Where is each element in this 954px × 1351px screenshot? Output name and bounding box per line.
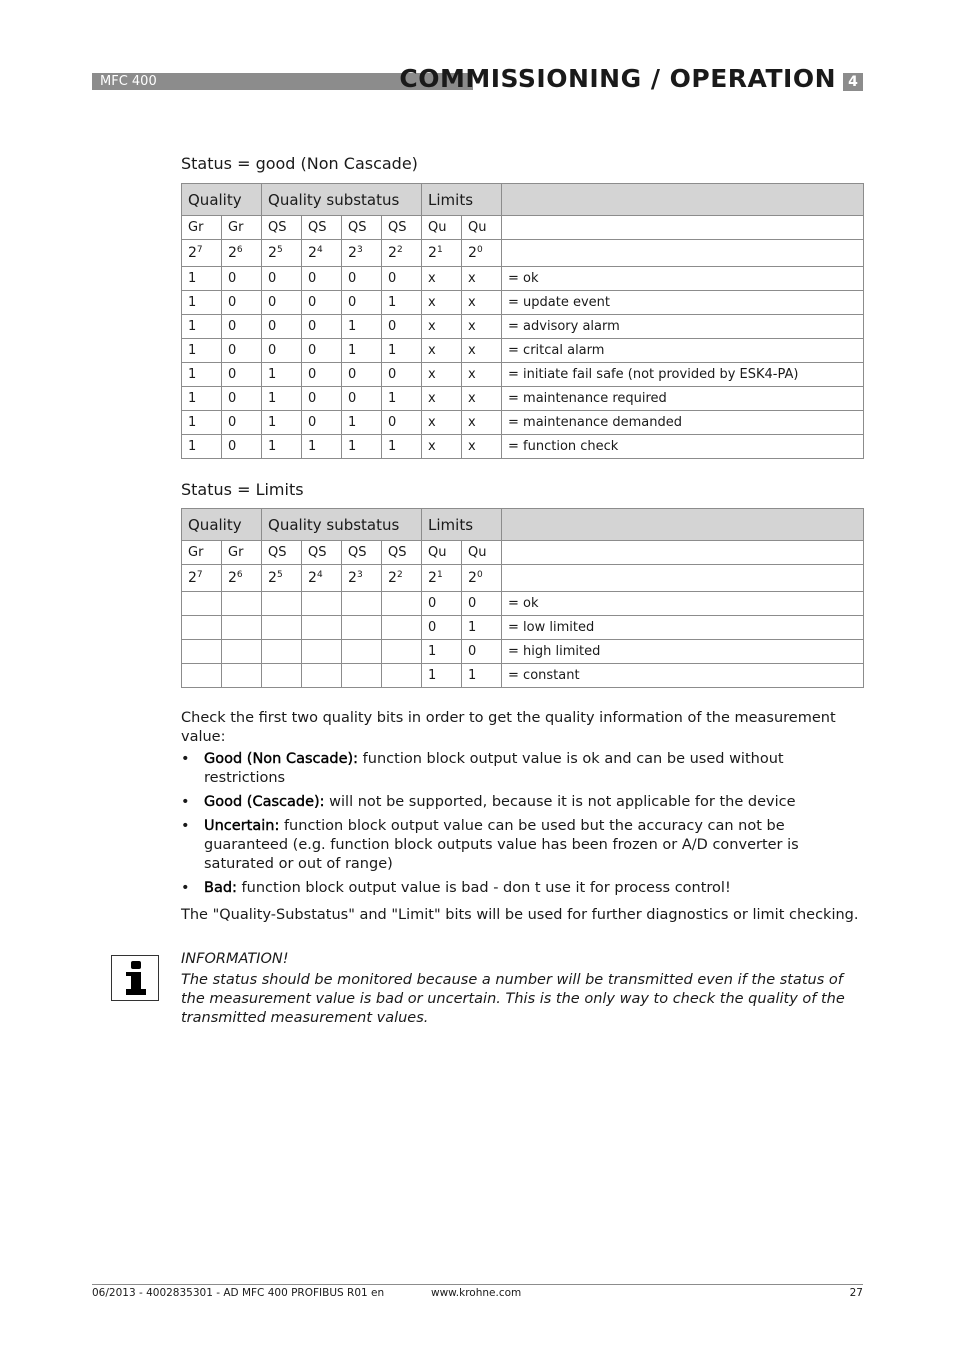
intro-paragraph: Check the first two quality bits in order to get the quality information of the measurement value: [181,710,836,745]
status-limits-table [181,508,864,688]
bit-value-cell: 0 [462,592,502,616]
bit-weight-cell [262,565,302,592]
bit-value-cell: 1 [262,411,302,435]
bit-value-cell: 0 [302,291,342,315]
bit-value-cell: 0 [222,291,262,315]
table-row [182,435,864,459]
bit-value-cell [302,640,342,664]
bit-name-cell: Qu [462,541,502,565]
status-meaning-cell: = advisory alarm [502,315,864,339]
table-row [182,315,864,339]
bit-weight-exponent: 6 [236,570,243,580]
bit-weight-cell [462,565,502,592]
bit-weight-exponent: 7 [196,570,203,580]
bit-value-cell: 1 [262,387,302,411]
bit-value-cell: 1 [182,435,222,459]
bit-weight-cell [422,565,462,592]
bit-value-cell [222,616,262,640]
bullet-dot: • [181,751,190,767]
info-title: INFORMATION! [181,951,289,967]
bit-value-cell [342,592,382,616]
bit-value-cell [302,664,342,688]
bit-weight-base: 2 [388,570,397,586]
table2-heading: Status = Limits [181,480,304,499]
bit-weight-empty [502,565,864,592]
bit-name-cell: QS [342,541,382,565]
bit-weight-cell [182,565,222,592]
bit-weight-exponent: 5 [276,245,283,255]
list-item [181,793,861,812]
bit-weight-base: 2 [308,245,317,261]
bit-value-cell: 1 [182,267,222,291]
bullet-text: function block output value is bad - don t use it for process control! [236,880,731,896]
bit-value-cell: x [422,411,462,435]
bit-weight-row [182,565,864,592]
page-number: 27 [849,1287,863,1299]
quality-bullet-list [181,750,861,903]
bit-value-cell [262,664,302,688]
bit-value-cell [182,616,222,640]
bit-value-cell: 0 [262,339,302,363]
bit-value-cell: 1 [382,291,422,315]
bit-value-cell: 0 [382,267,422,291]
table-group-header [182,509,864,541]
bit-weight-row [182,240,864,267]
bit-value-cell: 1 [182,339,222,363]
bit-weight-empty [502,240,864,267]
bit-weight-exponent: 6 [236,245,243,255]
bit-value-cell: 1 [182,315,222,339]
status-meaning-cell: = initiate fail safe (not provided by ESK4-PA) [502,363,864,387]
group-header-cell [502,509,864,541]
bullet-term: Bad: [204,880,237,896]
bit-weight-cell [182,240,222,267]
bit-name-cell: Gr [182,541,222,565]
bit-weight-base: 2 [308,570,317,586]
bit-value-cell: 0 [222,267,262,291]
bit-value-cell [342,640,382,664]
footer-rule [92,1284,863,1285]
bit-value-cell [302,592,342,616]
status-meaning-cell: = function check [502,435,864,459]
bit-value-cell: 0 [302,387,342,411]
bit-value-cell: 1 [262,435,302,459]
bit-weight-cell [302,565,342,592]
bit-value-cell: 0 [422,592,462,616]
bit-value-cell: 1 [342,435,382,459]
status-meaning-cell: = low limited [502,616,864,640]
status-meaning-cell: = maintenance demanded [502,411,864,435]
bit-value-cell: x [422,339,462,363]
status-meaning-cell: = maintenance required [502,387,864,411]
group-header-cell: Quality [182,509,262,541]
bit-weight-base: 2 [268,570,277,586]
bit-value-cell: 0 [422,616,462,640]
bit-value-cell: 0 [262,315,302,339]
footer-url[interactable]: www.krohne.com [431,1287,522,1299]
bit-value-cell: 1 [342,339,382,363]
status-good-table [181,183,864,459]
bit-value-cell [302,616,342,640]
bit-value-cell: 1 [382,435,422,459]
status-meaning-cell: = ok [502,267,864,291]
bullet-dot: • [181,818,190,834]
bit-weight-cell [262,240,302,267]
bit-value-cell [222,664,262,688]
bit-value-cell: 1 [182,387,222,411]
bit-value-cell: 1 [262,363,302,387]
group-header-cell: Limits [422,184,502,216]
bit-name-cell: Qu [422,216,462,240]
bit-value-cell [182,592,222,616]
table1-heading: Status = good (Non Cascade) [181,154,418,173]
bullet-text: will not be supported, because it is not applicable for the device [324,794,796,810]
bit-value-cell: x [422,387,462,411]
table-row [182,291,864,315]
bit-value-cell: 0 [462,640,502,664]
bit-value-cell: 0 [302,411,342,435]
bit-value-cell: x [422,291,462,315]
table-row [182,267,864,291]
bit-weight-exponent: 0 [476,245,483,255]
bit-weight-cell [382,565,422,592]
bit-weight-cell [222,565,262,592]
bit-value-cell: 0 [222,387,262,411]
bit-name-cell: Qu [462,216,502,240]
bit-weight-exponent: 2 [396,570,403,580]
bit-value-cell [382,640,422,664]
bit-value-cell [382,592,422,616]
bit-value-cell [222,592,262,616]
bit-value-cell: 0 [222,411,262,435]
info-text: The status should be monitored because a number will be transmitted even if the status of the measurement value is bad or uncertain. This is the only way to check the quality of the transmitted measurement values. [181,972,845,1026]
bullet-text: function block output value is ok and can be used without restrictions [204,751,784,786]
information-icon [111,955,159,1001]
bit-weight-base: 2 [388,245,397,261]
bit-value-cell: 1 [182,411,222,435]
bit-value-cell: 1 [382,339,422,363]
bit-value-cell: x [422,435,462,459]
bit-value-cell: 0 [302,315,342,339]
bit-name-cell: QS [382,216,422,240]
bit-value-cell: 0 [222,363,262,387]
bit-value-cell [262,616,302,640]
bit-value-cell: x [422,315,462,339]
bit-name-cell: QS [382,541,422,565]
bit-value-cell: 0 [222,315,262,339]
bit-value-cell: 1 [342,315,382,339]
bit-value-cell: 0 [342,387,382,411]
bit-value-cell: x [462,315,502,339]
list-item [181,879,861,898]
bit-weight-cell [382,240,422,267]
bit-weight-exponent: 4 [316,570,323,580]
bit-name-cell: Gr [222,216,262,240]
bit-value-cell: 0 [262,291,302,315]
list-item [181,817,861,874]
bit-weight-cell [342,240,382,267]
bit-weight-cell [302,240,342,267]
bit-name-cell: QS [302,216,342,240]
bit-value-cell: x [422,363,462,387]
bit-value-cell: 0 [262,267,302,291]
table-row [182,387,864,411]
bit-weight-cell [462,240,502,267]
bit-value-cell: 0 [382,363,422,387]
bit-weight-exponent: 2 [396,245,403,255]
bit-value-cell: 1 [382,387,422,411]
bit-name-cell: Gr [182,216,222,240]
bit-value-cell [262,640,302,664]
table-group-header [182,184,864,216]
bit-value-cell: x [462,435,502,459]
bit-weight-base: 2 [228,570,237,586]
bit-weight-base: 2 [428,245,437,261]
list-item [181,750,861,788]
bullet-dot: • [181,880,190,896]
group-header-cell: Limits [422,509,502,541]
bullet-dot: • [181,794,190,810]
table-row [182,592,864,616]
bit-value-cell [182,640,222,664]
bit-value-cell: 1 [182,291,222,315]
bit-value-cell: 0 [222,435,262,459]
bit-weight-base: 2 [268,245,277,261]
bit-weight-cell [222,240,262,267]
bit-name-cell: QS [342,216,382,240]
bit-weight-exponent: 5 [276,570,283,580]
bit-value-cell: 0 [342,291,382,315]
closing-paragraph: The "Quality-Substatus" and "Limit" bits will be used for further diagnostics or limit checking. [181,907,859,923]
product-name: MFC 400 [100,74,157,89]
bit-value-cell: 1 [342,411,382,435]
bullet-term: Uncertain: [204,818,280,834]
bit-name-cell: Gr [222,541,262,565]
bit-value-cell: 0 [382,411,422,435]
bit-value-cell [382,664,422,688]
bit-weight-base: 2 [468,570,477,586]
bit-value-cell: 0 [302,339,342,363]
bit-name-cell: QS [262,216,302,240]
bit-value-cell: 1 [462,616,502,640]
bit-value-cell: 1 [462,664,502,688]
bit-value-cell [222,640,262,664]
bit-value-cell: 0 [382,315,422,339]
bit-weight-cell [422,240,462,267]
bit-value-cell: 1 [182,363,222,387]
bit-name-cell [502,216,864,240]
bit-value-cell [342,664,382,688]
status-meaning-cell: = critcal alarm [502,339,864,363]
bit-value-cell: x [462,291,502,315]
bit-value-cell: 1 [422,640,462,664]
bit-value-cell: 0 [222,339,262,363]
bit-name-row [182,216,864,240]
status-meaning-cell: = ok [502,592,864,616]
group-header-cell: Quality substatus [262,509,422,541]
bit-value-cell: x [462,387,502,411]
bit-value-cell: x [462,267,502,291]
bit-weight-base: 2 [468,245,477,261]
status-meaning-cell: = constant [502,664,864,688]
bit-weight-exponent: 0 [476,570,483,580]
bit-value-cell: x [462,339,502,363]
table-row [182,339,864,363]
bit-value-cell: x [462,411,502,435]
bit-weight-base: 2 [428,570,437,586]
table-row [182,640,864,664]
bit-weight-exponent: 4 [316,245,323,255]
bit-weight-exponent: 1 [436,245,443,255]
table-row [182,616,864,640]
bit-weight-exponent: 3 [356,245,363,255]
bullet-term: Good (Cascade): [204,794,325,810]
bit-value-cell: 0 [302,363,342,387]
bit-weight-base: 2 [188,570,197,586]
bit-value-cell: 0 [342,267,382,291]
bit-name-cell [502,541,864,565]
chapter-number: 4 [843,73,863,91]
group-header-cell [502,184,864,216]
bullet-text: function block output value can be used but the accuracy can not be guaranteed (e.g. function block outputs value has been frozen or A/D converter is saturated or out of range) [204,818,799,872]
group-header-cell: Quality substatus [262,184,422,216]
bit-value-cell [382,616,422,640]
footer-doc-id: 06/2013 - 4002835301 - AD MFC 400 PROFIBUS R01 en [92,1287,385,1299]
bullet-term: Good (Non Cascade): [204,751,359,767]
bit-value-cell [342,616,382,640]
bit-weight-exponent: 1 [436,570,443,580]
bit-name-cell: QS [262,541,302,565]
bit-name-cell: QS [302,541,342,565]
status-meaning-cell: = high limited [502,640,864,664]
bit-value-cell: x [422,267,462,291]
bit-weight-base: 2 [228,245,237,261]
bit-value-cell: 1 [422,664,462,688]
status-meaning-cell: = update event [502,291,864,315]
bit-weight-exponent: 7 [196,245,203,255]
bit-weight-cell [342,565,382,592]
table-row [182,664,864,688]
bit-weight-base: 2 [188,245,197,261]
bit-value-cell: 1 [302,435,342,459]
group-header-cell: Quality [182,184,262,216]
table-row [182,411,864,435]
bit-value-cell [262,592,302,616]
bit-weight-exponent: 3 [356,570,363,580]
bit-value-cell [182,664,222,688]
table-row [182,363,864,387]
bit-value-cell: x [462,363,502,387]
chapter-title: COMMISSIONING / OPERATION [399,64,836,93]
bit-weight-base: 2 [348,570,357,586]
bit-weight-base: 2 [348,245,357,261]
bit-name-cell: Qu [422,541,462,565]
bit-value-cell: 0 [302,267,342,291]
bit-value-cell: 0 [342,363,382,387]
bit-name-row [182,541,864,565]
